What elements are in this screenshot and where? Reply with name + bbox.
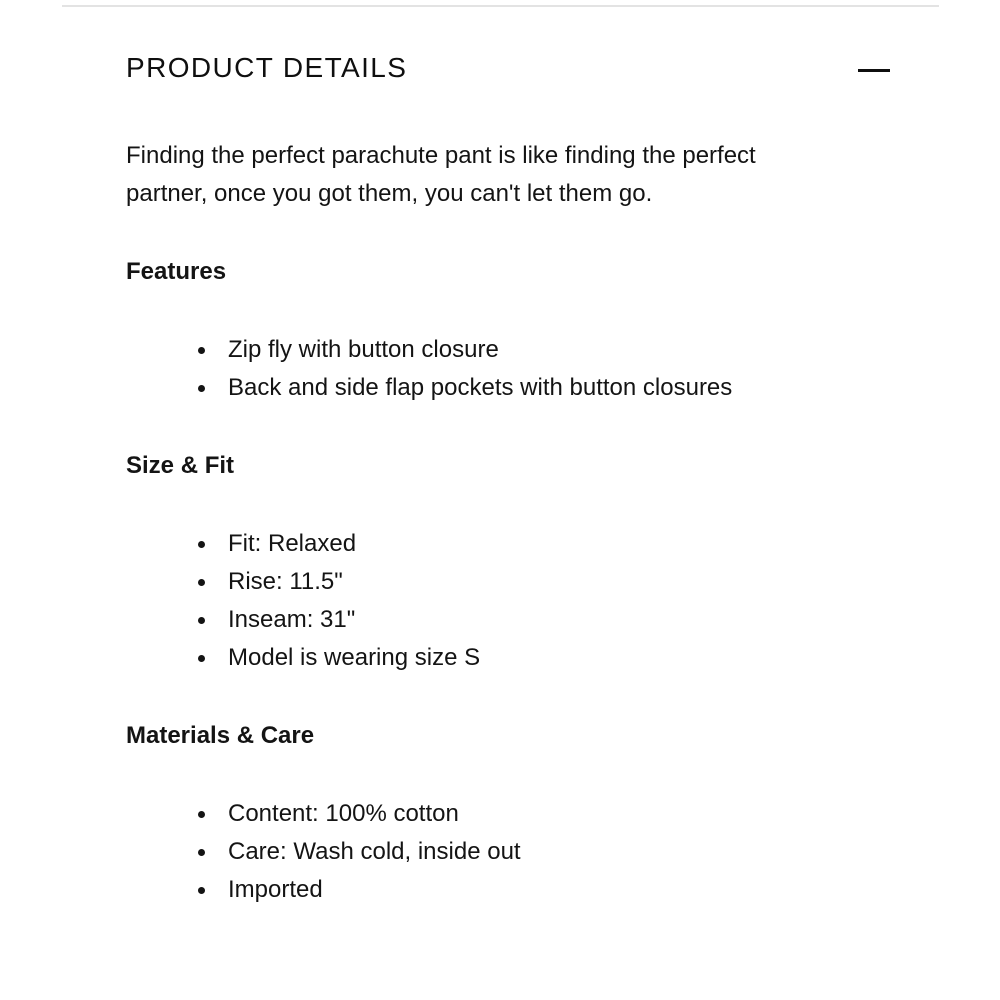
- bullet-icon: [198, 655, 205, 662]
- materials-care-heading: Materials & Care: [126, 722, 315, 749]
- list-item: [126, 871, 886, 909]
- bullet-icon: [198, 887, 205, 894]
- accordion-title: PRODUCT DETAILS: [126, 52, 408, 83]
- materials-care-list: [126, 795, 886, 909]
- list-item-text: Care: Wash cold, inside out: [228, 838, 521, 865]
- list-item-text: Fit: Relaxed: [228, 530, 357, 557]
- list-item: [126, 563, 886, 601]
- list-item: [126, 331, 886, 369]
- bullet-icon: [198, 541, 205, 548]
- bullet-icon: [198, 849, 205, 856]
- minus-icon[interactable]: [858, 69, 890, 72]
- list-item: [126, 795, 886, 833]
- bullet-icon: [198, 579, 205, 586]
- features-list: [126, 331, 886, 407]
- size-fit-list: [126, 525, 886, 677]
- list-item-text: Content: 100% cotton: [228, 800, 459, 827]
- list-item: [126, 601, 886, 639]
- top-divider: [62, 5, 939, 7]
- list-item: [126, 833, 886, 871]
- bullet-icon: [198, 811, 205, 818]
- list-item: [126, 639, 886, 677]
- list-item: [126, 525, 886, 563]
- list-item-text: Rise: 11.5": [228, 568, 343, 595]
- bullet-icon: [198, 347, 205, 354]
- list-item-text: Back and side flap pockets with button closures: [228, 374, 733, 401]
- list-item-text: Inseam: 31": [228, 606, 356, 633]
- list-item-text: Imported: [228, 876, 323, 903]
- list-item-text: Model is wearing size S: [228, 644, 481, 671]
- product-details-content: [126, 137, 886, 909]
- features-heading: Features: [126, 258, 227, 285]
- size-fit-heading: Size & Fit: [126, 452, 235, 479]
- list-item: [126, 369, 886, 407]
- list-item-text: Zip fly with button closure: [228, 336, 499, 363]
- product-details-accordion-header[interactable]: [126, 50, 892, 92]
- product-description: Finding the perfect parachute pant is like finding the perfect partner, once you got them, you can't let them go.: [126, 142, 756, 207]
- bullet-icon: [198, 385, 205, 392]
- bullet-icon: [198, 617, 205, 624]
